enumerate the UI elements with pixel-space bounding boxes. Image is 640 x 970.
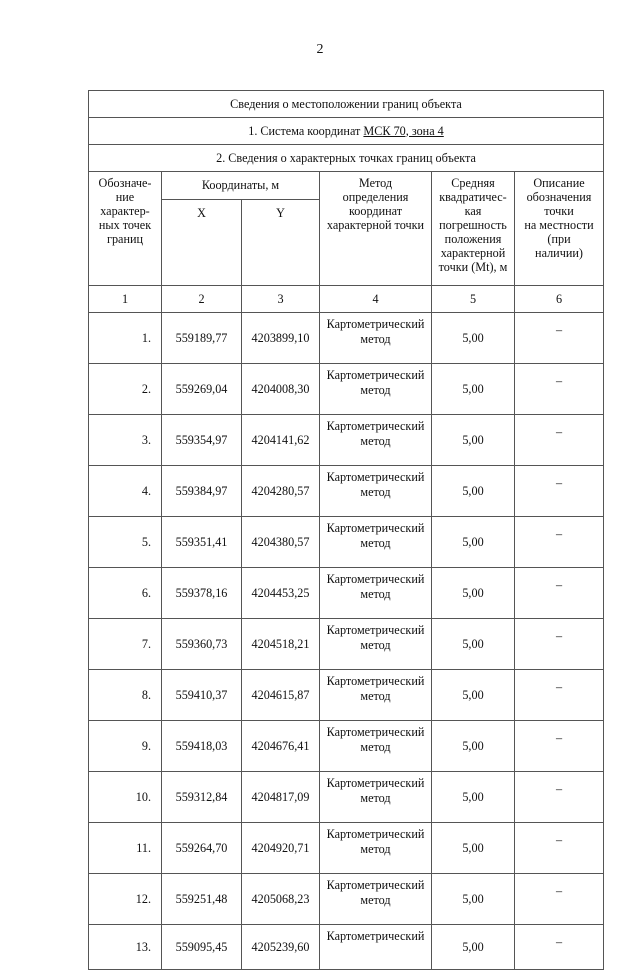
point-number: 10.	[89, 772, 162, 823]
table-row	[89, 415, 604, 466]
column-number: 6	[515, 286, 604, 313]
method: Картометрический метод	[320, 721, 432, 772]
coordinate-y: 4204920,71	[242, 823, 320, 874]
mean-square-error: 5,00	[432, 823, 515, 874]
mean-square-error: 5,00	[432, 874, 515, 925]
point-number: 6.	[89, 568, 162, 619]
coordinate-y: 4205068,23	[242, 874, 320, 925]
column-number: 1	[89, 286, 162, 313]
point-number: 12.	[89, 874, 162, 925]
table-row	[89, 517, 604, 568]
method: Картометрический метод	[320, 670, 432, 721]
description: –	[515, 466, 604, 517]
coordinate-y: 4204676,41	[242, 721, 320, 772]
table-row	[89, 772, 604, 823]
table-row	[89, 721, 604, 772]
column-number: 2	[162, 286, 242, 313]
table-row	[89, 364, 604, 415]
description: –	[515, 568, 604, 619]
method: Картометрический метод	[320, 619, 432, 670]
coordinate-x: 559384,97	[162, 466, 242, 517]
method: Картометрический метод	[320, 772, 432, 823]
coordinate-y: 4204141,62	[242, 415, 320, 466]
header-description: Описание обозначения точки на местности (при наличии)	[515, 172, 604, 286]
description: –	[515, 772, 604, 823]
mean-square-error: 5,00	[432, 364, 515, 415]
mean-square-error: 5,00	[432, 568, 515, 619]
coordinate-x: 559251,48	[162, 874, 242, 925]
description: –	[515, 823, 604, 874]
coordinate-x: 559418,03	[162, 721, 242, 772]
column-number: 3	[242, 286, 320, 313]
mean-square-error: 5,00	[432, 925, 515, 970]
coordinate-x: 559095,45	[162, 925, 242, 970]
method: Картометрический	[320, 925, 432, 970]
header-coordinates: Координаты, м	[162, 172, 320, 200]
description: –	[515, 874, 604, 925]
method: Картометрический метод	[320, 874, 432, 925]
coordinate-y: 4204817,09	[242, 772, 320, 823]
coordinate-x: 559354,97	[162, 415, 242, 466]
column-number: 5	[432, 286, 515, 313]
header-error: Средняя квадратичес- кая погрешность положения характерной точки (Mt), м	[432, 172, 515, 286]
description: –	[515, 670, 604, 721]
coordinate-y: 4203899,10	[242, 313, 320, 364]
coordinate-x: 559360,73	[162, 619, 242, 670]
coordinate-y: 4204380,57	[242, 517, 320, 568]
coordinate-y: 4204280,57	[242, 466, 320, 517]
description: –	[515, 619, 604, 670]
method: Картометрический метод	[320, 415, 432, 466]
description: –	[515, 517, 604, 568]
coordinate-x: 559189,77	[162, 313, 242, 364]
header-designation: Обозначе- ние характер- ных точек границ	[89, 172, 162, 286]
mean-square-error: 5,00	[432, 415, 515, 466]
coordinate-y: 4205239,60	[242, 925, 320, 970]
coordinate-x: 559378,16	[162, 568, 242, 619]
coordinate-y: 4204518,21	[242, 619, 320, 670]
section-title: 2. Сведения о характерных точках границ объекта	[89, 145, 604, 172]
coordinate-system	[89, 118, 604, 145]
coordinate-x: 559312,84	[162, 772, 242, 823]
method: Картометрический метод	[320, 313, 432, 364]
description: –	[515, 364, 604, 415]
mean-square-error: 5,00	[432, 313, 515, 364]
coordinate-system-prefix: 1. Система координат	[248, 123, 364, 138]
coordinate-x: 559351,41	[162, 517, 242, 568]
mean-square-error: 5,00	[432, 619, 515, 670]
coordinate-y: 4204615,87	[242, 670, 320, 721]
point-number: 11.	[89, 823, 162, 874]
table-row	[89, 823, 604, 874]
point-number: 9.	[89, 721, 162, 772]
table-row	[89, 670, 604, 721]
method: Картометрический метод	[320, 517, 432, 568]
point-number: 4.	[89, 466, 162, 517]
mean-square-error: 5,00	[432, 772, 515, 823]
coordinate-x: 559264,70	[162, 823, 242, 874]
table-row	[89, 568, 604, 619]
method: Картометрический метод	[320, 466, 432, 517]
table-row	[89, 925, 604, 970]
point-number: 5.	[89, 517, 162, 568]
description: –	[515, 415, 604, 466]
table-row	[89, 619, 604, 670]
description: –	[515, 313, 604, 364]
coordinate-system-name: МСК 70, зона 4	[363, 123, 444, 138]
description: –	[515, 925, 604, 970]
table-row	[89, 313, 604, 364]
method: Картометрический метод	[320, 568, 432, 619]
method: Картометрический метод	[320, 364, 432, 415]
column-number: 4	[320, 286, 432, 313]
header-y: Y	[242, 200, 320, 286]
method: Картометрический метод	[320, 823, 432, 874]
point-number: 8.	[89, 670, 162, 721]
coordinate-x: 559269,04	[162, 364, 242, 415]
coordinate-y: 4204008,30	[242, 364, 320, 415]
mean-square-error: 5,00	[432, 721, 515, 772]
table-title: Сведения о местоположении границ объекта	[89, 91, 604, 118]
page-number: 2	[316, 42, 324, 57]
mean-square-error: 5,00	[432, 670, 515, 721]
point-number: 13.	[89, 925, 162, 970]
mean-square-error: 5,00	[432, 466, 515, 517]
point-number: 3.	[89, 415, 162, 466]
coordinate-y: 4204453,25	[242, 568, 320, 619]
table-row	[89, 874, 604, 925]
coordinate-x: 559410,37	[162, 670, 242, 721]
header-method: Метод определения координат характерной точки	[320, 172, 432, 286]
point-number: 1.	[89, 313, 162, 364]
boundary-points-table	[88, 90, 604, 970]
description: –	[515, 721, 604, 772]
mean-square-error: 5,00	[432, 517, 515, 568]
table-row	[89, 466, 604, 517]
point-number: 2.	[89, 364, 162, 415]
point-number: 7.	[89, 619, 162, 670]
header-x: X	[162, 200, 242, 286]
